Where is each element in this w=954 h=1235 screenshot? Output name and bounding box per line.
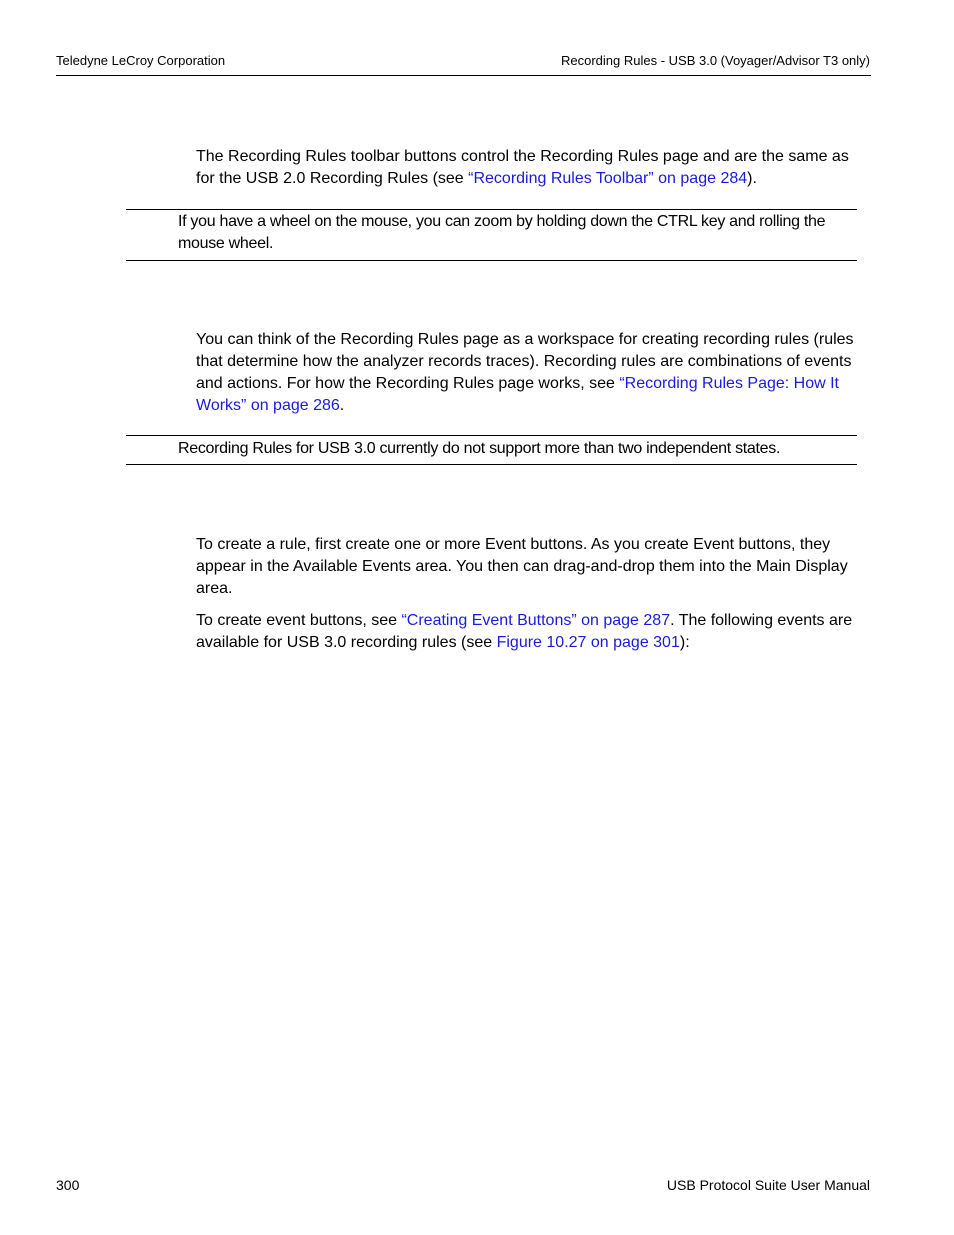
header-divider [56,75,871,76]
toolbar-link[interactable]: “Recording Rules Toolbar” on page 284 [468,170,748,187]
how-it-works-link[interactable]: “Recording Rules Page: How It Works” on page 286 [196,375,839,414]
note-bottom-rule [126,260,857,261]
header-section-title: Recording Rules - USB 3.0 (Voyager/Advisor T3 only) [560,53,870,68]
note-top-rule [126,209,857,210]
workspace-paragraph: You can think of the Recording Rules page as a workspace for creating recording rules (rules that determine how the analyzer records traces). Recording rules are combinations of events and actions. For how the Recording Rules page works, see “Recording Rules Page: How It Works” on page 286. [196,331,854,414]
create-rule-paragraph: To create a rule, first create one or more Event buttons. As you create Event buttons, they appear in the Available Events area. You then can drag-and-drop them into the Main Display area. [196,536,848,597]
note-mouse-wheel: If you have a wheel on the mouse, you can zoom by holding down the CTRL key and rolling the mouse wheel. [178,213,826,252]
note-independent-states: Recording Rules for USB 3.0 currently do not support more than two independent states. [178,440,781,457]
toolbar-paragraph: The Recording Rules toolbar buttons control the Recording Rules page and are the same as for the USB 2.0 Recording Rules (see “Recording Rules Toolbar” on page 284). [196,148,849,187]
manual-title: USB Protocol Suite User Manual [666,1177,870,1193]
note-bottom-rule [126,464,857,465]
event-buttons-paragraph: To create event buttons, see “Creating Event Buttons” on page 287. The following events are available for USB 3.0 recording rules (see Figure 10.27 on page 301): [196,612,853,651]
note-top-rule [126,435,857,436]
figure-link[interactable]: Figure 10.27 on page 301 [496,634,680,651]
page-number: 300 [56,1177,80,1193]
header-company: Teledyne LeCroy Corporation [56,53,226,68]
creating-event-buttons-link[interactable]: “Creating Event Buttons” on page 287 [401,612,671,629]
